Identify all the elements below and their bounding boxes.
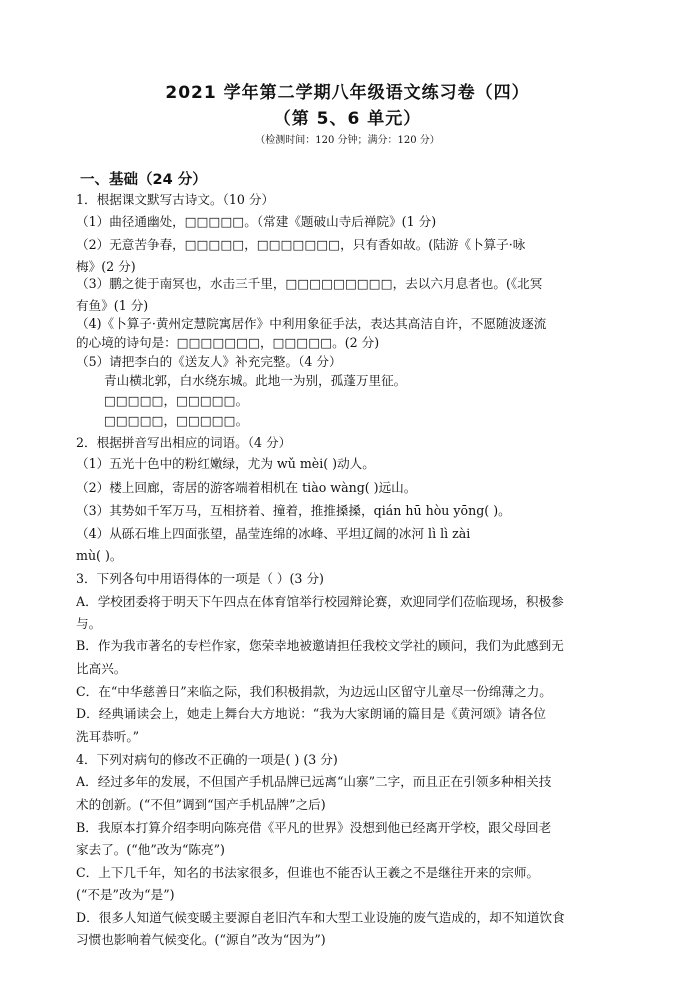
question-3-option-b-cont: 比高兴。 <box>76 661 127 676</box>
question-1-item-5: （5）请把李白的《送友人》补充完整。（4 分） <box>76 354 342 369</box>
poem-line-1: 青山横北郭，白水绕东城。此地一为别，孤蓬万里征。 <box>104 373 407 388</box>
question-1-item-2-cont: 梅》(2 分) <box>76 259 136 274</box>
question-3-option-a-cont: 与。 <box>76 616 102 631</box>
question-4-option-d-cont: 习惯也影响着气候变化。(“源自”改为“因为”) <box>76 932 326 947</box>
question-1-item-2: （2）无意苦争春，□□□□□，□□□□□□□，只有香如故。(陆游《卜算子·咏 <box>76 237 526 252</box>
question-4-option-d: D．很多人知道气候变暖主要源自老旧汽车和大型工业设施的废气造成的，却不知道饮食 <box>76 910 565 925</box>
question-3-option-c: C．在“中华慈善日”来临之际，我们积极捐款，为边远山区留守儿童尽一份绵薄之力。 <box>76 684 552 699</box>
question-3-stem: 3．下列各句中用语得体的一项是（ ）(3 分) <box>76 571 324 586</box>
question-4-option-a: A．经过多年的发展，不但国产手机品牌已远离“山寨”二字，而且正在引领多种相关技 <box>76 774 552 789</box>
question-4-stem: 4．下列对病句的修改不正确的一项是( ) (3 分) <box>76 752 338 767</box>
poem-line-3: □□□□□，□□□□□。 <box>104 413 249 428</box>
question-1-item-3: （3）鹏之徙于南冥也，水击三千里，□□□□□□□□□，去以六月息者也。(《北冥 <box>76 276 543 291</box>
page-title: 2021 学年第二学期八年级语文练习卷（四） <box>165 83 530 103</box>
question-1-item-4-cont: 的心境的诗句是：□□□□□□□，□□□□□。(2 分) <box>76 335 380 350</box>
question-4-option-c-cont: (“不是”改为“是”) <box>76 887 175 902</box>
question-3-option-b: B．作为我市著名的专栏作家，您荣幸地被邀请担任我校文学社的顾问，我们为此感到无 <box>76 638 564 653</box>
question-2-item-2: （2）楼上回廊，寄居的游客端着相机在 tiào wàng( )远山。 <box>76 480 417 495</box>
question-4-option-b: B．我原本打算介绍李明向陈亮借《平凡的世界》没想到他已经离开学校，跟父母回老 <box>76 820 552 835</box>
question-2-item-3: （3）其势如千军万马，互相挤着、撞着，推推搡搡，qián hū hòu yōng( )。 <box>76 503 511 518</box>
question-1-stem: 1．根据课文默写古诗文。（10 分） <box>76 192 275 207</box>
question-4-option-c: C．上下几千年，知名的书法家很多，但谁也不能否认王羲之不是继往开来的宗师。 <box>76 865 540 880</box>
question-3-option-d: D．经典诵读会上，她走上舞台大方地说：“我为大家朗诵的篇目是《黄河颂》请各位 <box>76 706 546 721</box>
question-1-item-3-cont: 有鱼》(1 分) <box>76 298 149 313</box>
question-2-item-4-cont: mù( )。 <box>76 548 123 563</box>
page-subtitle: （第 5、6 单元） <box>273 109 422 129</box>
question-1-item-4: （4)《卜算子·黄州定慧院寓居作》中利用象征手法，表达其高洁自许，不愿随波逐流 <box>76 316 547 331</box>
exam-meta: （检测时间：120 分钟；满分：120 分） <box>255 135 440 146</box>
question-4-option-a-cont: 术的创新。(“不但”调到“国产手机品牌”之后) <box>76 797 326 812</box>
question-3-option-d-cont: 洗耳恭听。” <box>76 729 140 744</box>
question-2-item-4: （4）从砾石堆上四面张望，晶莹连绵的冰峰、平坦辽阔的冰河 lì lì zài <box>76 526 471 541</box>
section-heading: 一、基础（24 分） <box>80 172 207 188</box>
question-2-item-1: （1）五光十色中的粉红嫩绿，尤为 wǔ mèi( )动人。 <box>76 456 375 471</box>
question-1-item-1: （1）曲径通幽处，□□□□□。（常建《题破山寺后禅院》(1 分) <box>76 214 437 229</box>
poem-line-2: □□□□□，□□□□□。 <box>104 393 249 408</box>
question-3-option-a: A．学校团委将于明天下午四点在体育馆举行校园辩论赛，欢迎同学们莅临现场，积极参 <box>76 594 564 609</box>
question-2-stem: 2．根据拼音写出相应的词语。（4 分） <box>76 435 292 450</box>
question-4-option-b-cont: 家去了。(“他”改为“陈亮”) <box>76 842 225 857</box>
